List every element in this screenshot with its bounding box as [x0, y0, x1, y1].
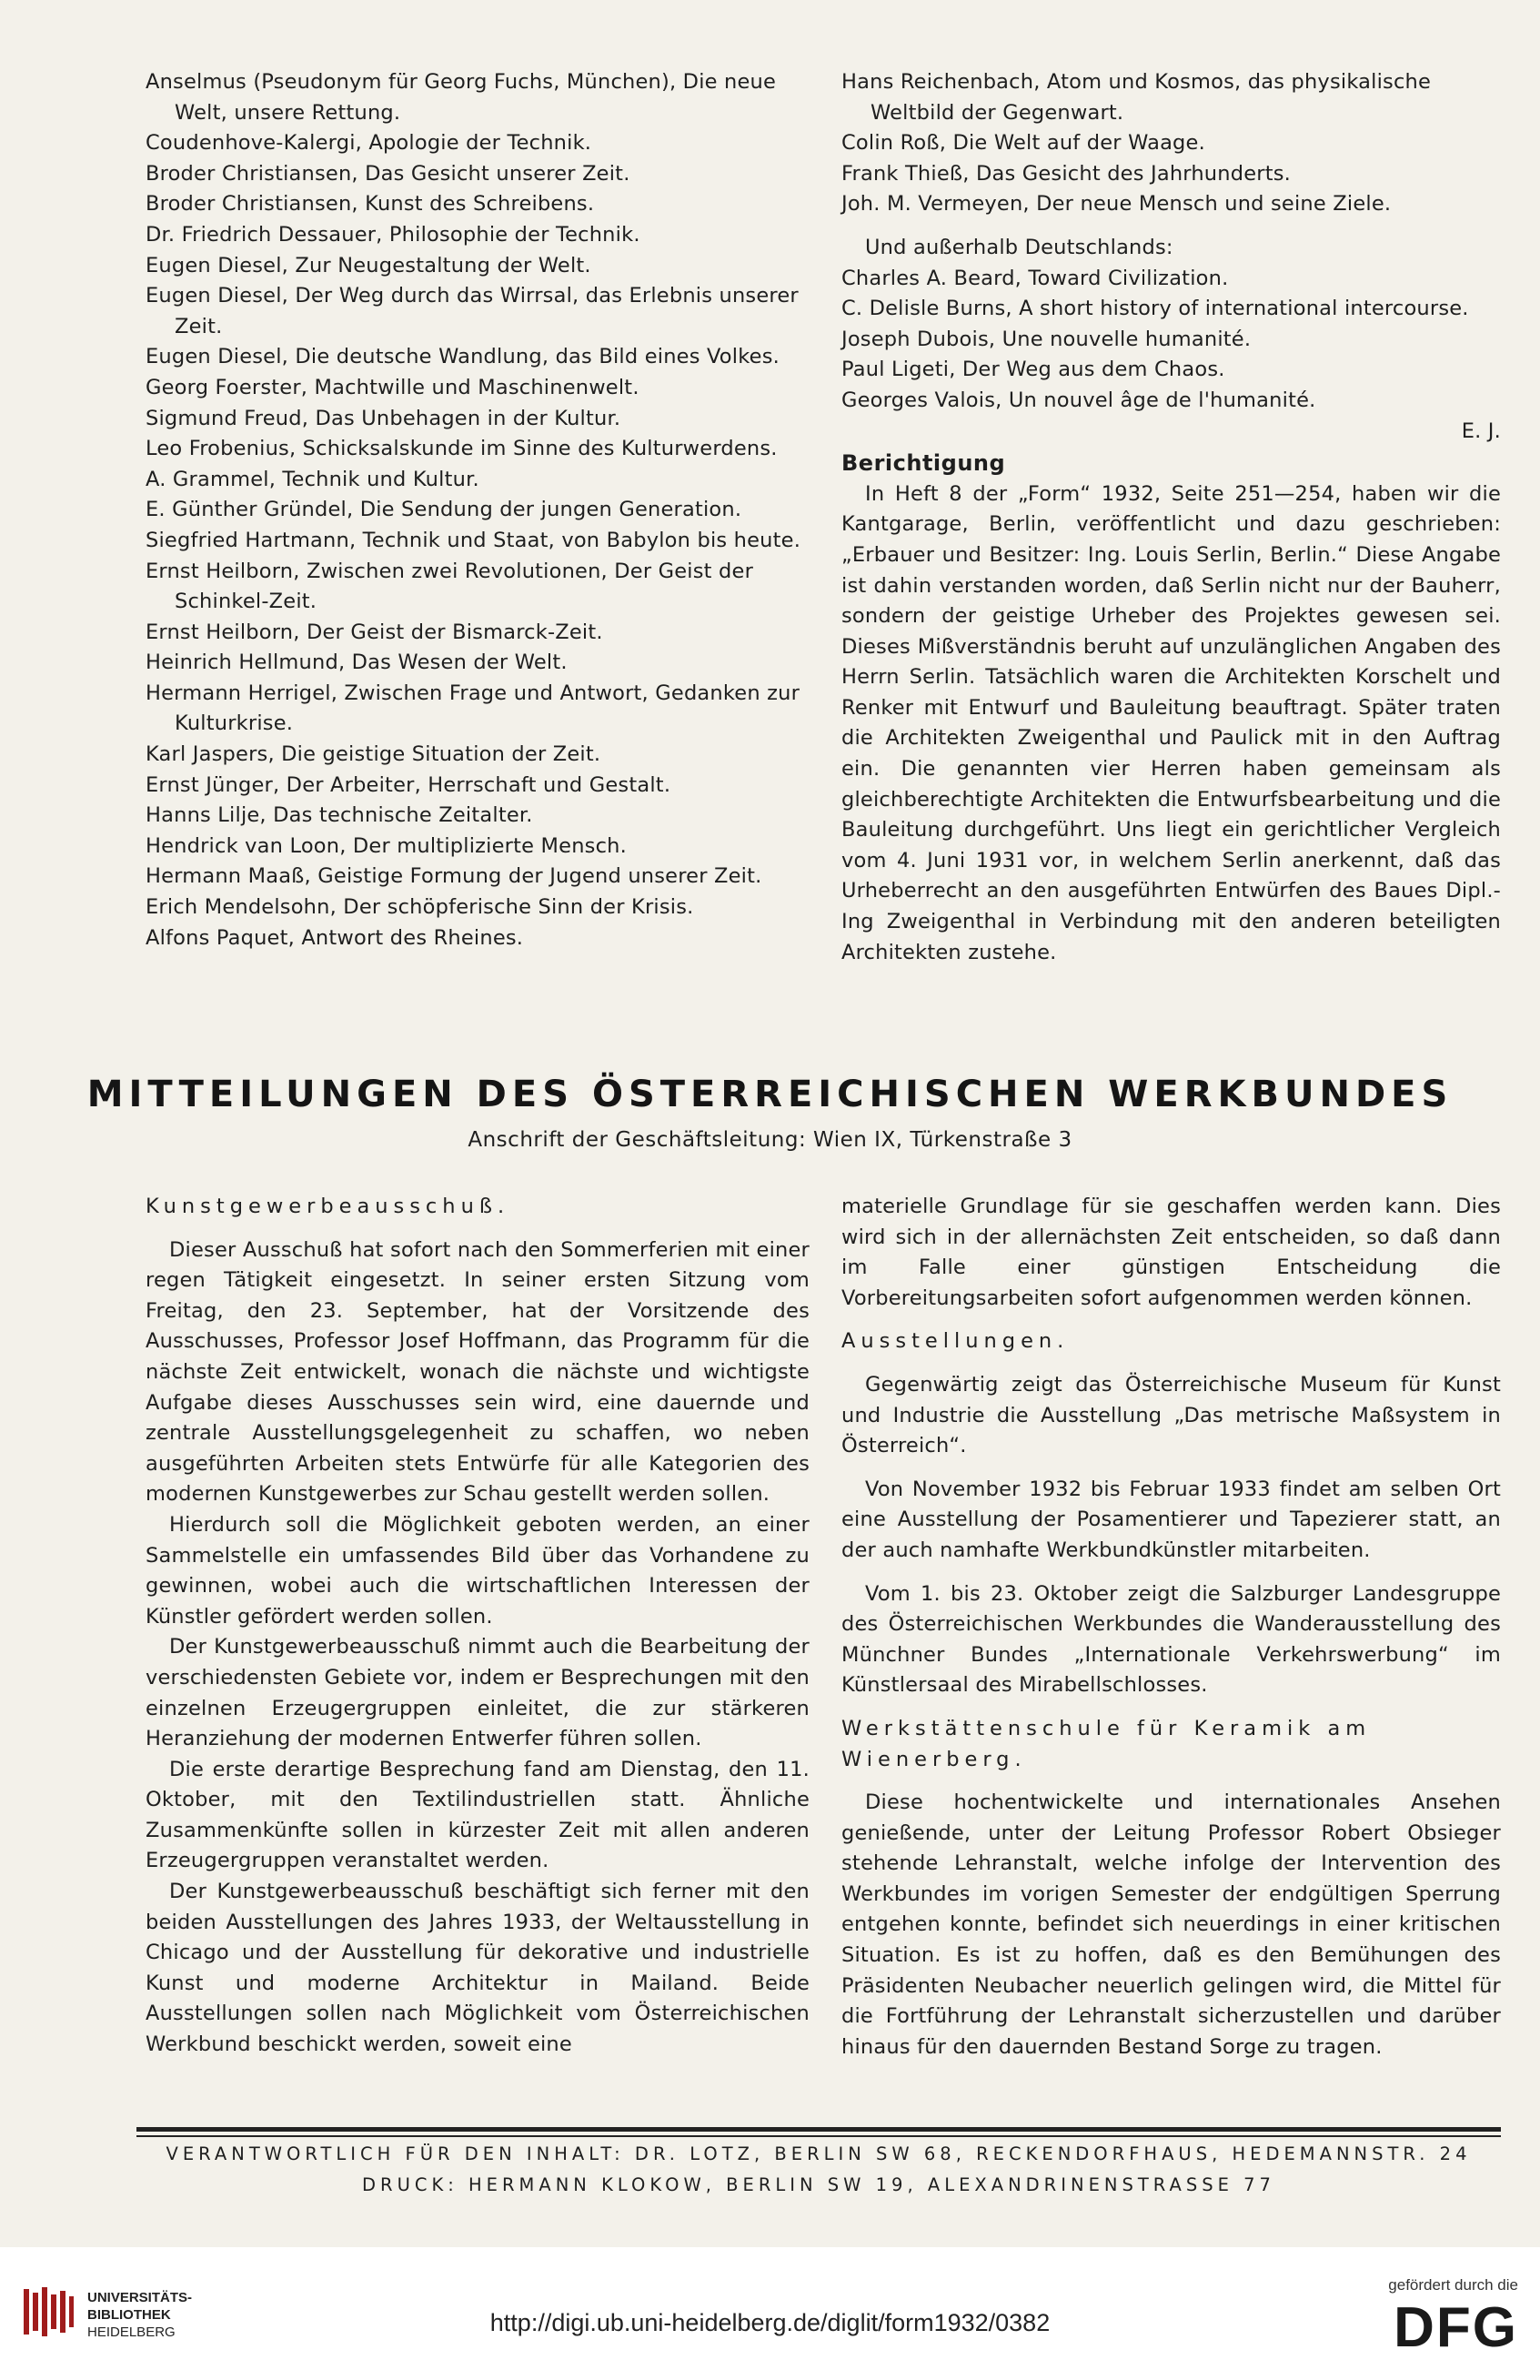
bib-entry: Sigmund Freud, Das Unbehagen in der Kultur.: [146, 406, 621, 430]
bib-entry: Georg Foerster, Machtwille und Maschinenwelt.: [146, 375, 639, 399]
paragraph: Die erste derartige Besprechung fand am Dienstag, den 11. Oktober, mit den Textilindustriellen statt. Ähnliche Zusammenkünfte sollen in kürzester Zeit mit allen anderen Erzeugergruppen veranstaltet werden.: [146, 1757, 810, 1873]
paragraph: Von November 1932 bis Februar 1933 findet am selben Ort eine Ausstellung der Posamentierer und Tapezierer statt, an der auch namhafte Werkbundkünstler mitarbeiten.: [841, 1477, 1501, 1562]
footer-printer: DRUCK: HERMANN KLOKOW, BERLIN SW 19, ALEXANDRINENSTRASSE 77: [362, 2174, 1275, 2195]
bib-entry: Hermann Maaß, Geistige Formung der Jugend unserer Zeit.: [146, 864, 762, 889]
footer-rule: [136, 2127, 1501, 2132]
paragraph: Diese hochentwickelte und internationales Ansehen genießende, unter der Leitung Professor Robert Obsieger stehende Lehranstalt, welche infolge der Intervention des Werkbundes im vorigen Semester der endgültigen Sperrung entgehen konnte, befindet sich neuerdings in einer kritischen Situation. Es ist zu hoffen, daß es den Bemühungen des Präsidenten Neubacher neuerlich gelingen wird, die Mittel für die Fortführung der Lehranstalt sicherzustellen und darüber hinaus für den dauernden Bestand Sorge zu tragen.: [841, 1790, 1501, 2059]
paragraph: Vom 1. bis 23. Oktober zeigt die Salzburger Landesgruppe des Österreichischen Werkbundes die Wanderausstellung des Münchner Bundes „Internationale Verkehrswerbung“ im Künstlersaal des Mirabellschlosses.: [841, 1581, 1501, 1698]
bib-entry: Hendrick van Loon, Der multiplizierte Mensch.: [146, 833, 627, 858]
bib-entry: Hanns Lilje, Das technische Zeitalter.: [146, 803, 533, 828]
right-column-bottom: [841, 1192, 1501, 2062]
bib-entry: Leo Frobenius, Schicksalskunde im Sinne des Kulturwerdens.: [146, 437, 778, 461]
bib-entry: Alfons Paquet, Antwort des Rheines.: [146, 925, 524, 950]
section-title: MITTEILUNGEN DES ÖSTERREICHISCHEN WERKBUNDES: [86, 1074, 1454, 1115]
subsection-heading: Werkstättenschule für Keramik am Wienerberg.: [841, 1716, 1372, 1771]
footer-rule: [136, 2135, 1501, 2137]
paragraph: Der Kunstgewerbeausschuß nimmt auch die Bearbeitung der verschiedensten Gebiete vor, indem er Besprechungen mit den einzelnen Erzeugergruppen einleitet, die zur stärkeren Heranziehung der modernen Entwerfer führen sollen.: [146, 1635, 810, 1751]
bib-entry: Joseph Dubois, Une nouvelle humanité.: [841, 327, 1252, 351]
bib-entry: Paul Ligeti, Der Weg aus dem Chaos.: [841, 358, 1225, 382]
paragraph: Gegenwärtig zeigt das Österreichische Museum für Kunst und Industrie die Ausstellung „Das metrische Maßsystem in Österreich“.: [841, 1372, 1501, 1458]
bib-entry: Eugen Diesel, Die deutsche Wandlung, das Bild eines Volkes.: [146, 345, 780, 369]
permalink-url[interactable]: http://digi.ub.uni-heidelberg.de/diglit/form1932/0382: [489, 2309, 1051, 2336]
left-column-bottom: [146, 1192, 810, 2061]
bib-entry: Heinrich Hellmund, Das Wesen der Welt.: [146, 650, 568, 675]
signature: E. J.: [1461, 419, 1501, 443]
bib-entry: Ernst Heilborn, Zwischen zwei Revolutionen, Der Geist der Schinkel-Zeit.: [146, 559, 754, 614]
footer-responsible: VERANTWORTLICH FÜR DEN INHALT: DR. LOTZ, BERLIN SW 68, RECKENDORFHAUS, HEDEMANNSTR. 24: [166, 2143, 1472, 2164]
bib-entry: Coudenhove-Kalergi, Apologie der Technik.: [146, 131, 592, 156]
bib-entry: Eugen Diesel, Zur Neugestaltung der Welt.: [146, 253, 591, 277]
bib-entry: Charles A. Beard, Toward Civilization.: [841, 266, 1229, 290]
bibliography-left: [146, 67, 810, 953]
bib-entry: C. Delisle Burns, A short history of international intercourse.: [841, 297, 1469, 321]
bib-entry: Frank Thieß, Das Gesicht des Jahrhunderts.: [841, 161, 1291, 186]
bib-entry: Broder Christiansen, Das Gesicht unserer Zeit.: [146, 161, 630, 186]
bibliography-right: [841, 67, 1501, 968]
subsection-heading: Kunstgewerbeausschuß.: [146, 1195, 510, 1218]
bib-entry: A. Grammel, Technik und Kultur.: [146, 467, 479, 491]
bib-entry: Georges Valois, Un nouvel âge de l'humanité.: [841, 388, 1316, 412]
dfg-logo: DFG: [1394, 2296, 1518, 2359]
correction-heading: Berichtigung: [841, 450, 1006, 477]
bib-entry: Dr. Friedrich Dessauer, Philosophie der Technik.: [146, 222, 640, 247]
paragraph: Dieser Ausschuß hat sofort nach den Sommerferien mit einer regen Tätigkeit eingesetzt. In seiner ersten Sitzung vom Freitag, den 23. September, hat der Vorsitzende des Ausschusses, Professor Josef Hoffmann, das Programm für die nächste Zeit entwickelt, wonach die nächste und wichtigste Aufgabe dieses Ausschusses sein wird, eine dauernde und zentrale Ausstellungsgelegenheit zu schaffen, wo neben ausgeführten Arbeiten stets Entwürfe für alle Kategorien des modernen Kunstgewerbes zur Schau gestellt werden sollen.: [146, 1237, 810, 1507]
bib-entry: Eugen Diesel, Der Weg durch das Wirrsal, das Erlebnis unserer Zeit.: [146, 284, 799, 338]
bib-entry: Karl Jaspers, Die geistige Situation der Zeit.: [146, 742, 601, 767]
funding-label: gefördert durch die: [1388, 2276, 1518, 2294]
paragraph: Der Kunstgewerbeausschuß beschäftigt sich ferner mit den beiden Ausstellungen des Jahres 1933, der Weltausstellung in Chicago und der Ausstellung für dekorative und industrielle Kunst und moderne Architektur in Mailand. Beide Ausstellungen sollen nach Möglichkeit vom Österreichischen Werkbund beschickt werden, soweit eine: [146, 1880, 810, 2057]
library-name-line: UNIVERSITÄTS-: [87, 2290, 193, 2305]
paragraph: materielle Grundlage für sie geschaffen werden kann. Dies wird sich in der allernächsten Zeit entscheiden, so daß dann im Falle einer günstigen Entscheidung die Vorbereitungsarbeiten sofort aufgenommen werden können.: [841, 1195, 1501, 1310]
bib-entry: Siegfried Hartmann, Technik und Staat, von Babylon bis heute.: [146, 528, 801, 552]
bib-entry: Broder Christiansen, Kunst des Schreibens.: [146, 192, 595, 217]
paragraph: Hierdurch soll die Möglichkeit geboten werden, an einer Sammelstelle ein umfassendes Bild über das Vorhandene zu gewinnen, wobei auch die wirtschaftlichen Interessen der Künstler gefördert werden sollen.: [146, 1512, 810, 1629]
bib-entry: Hermann Herrigel, Zwischen Frage und Antwort, Gedanken zur Kulturkrise.: [146, 681, 800, 736]
subsection-heading: Ausstellungen.: [841, 1329, 1070, 1354]
bib-entry: Erich Mendelsohn, Der schöpferische Sinn der Krisis.: [146, 895, 694, 920]
bib-entry: Hans Reichenbach, Atom und Kosmos, das physikalische Weltbild der Gegenwart.: [841, 70, 1432, 125]
bib-entry: E. Günther Gründel, Die Sendung der jungen Generation.: [146, 498, 742, 522]
bib-entry: Colin Roß, Die Welt auf der Waage.: [841, 131, 1205, 156]
bib-entry: Ernst Heilborn, Der Geist der Bismarck-Zeit.: [146, 620, 603, 644]
library-name-line: HEIDELBERG: [87, 2325, 176, 2340]
bib-entry: Ernst Jünger, Der Arbeiter, Herrschaft und Gestalt.: [146, 772, 671, 797]
correction-text: In Heft 8 der „Form“ 1932, Seite 251—254, haben wir die Kantgarage, Berlin, veröffentlicht und dazu geschrieben: „Erbauer und Besitzer: Ing. Louis Serlin, Berlin.“ Diese Angabe ist dahin verstanden worden, daß Serlin nicht nur der Bauherr, sondern der geistige Urheber des Projektes gewesen sei. Dieses Mißverständnis beruht auf unzulänglichen Angaben des Herrn Serlin. Tatsächlich waren die Architekten Korschelt und Renker mit Entwurf und Bauleitung beauftragt. Später traten die Architekten Zweigenthal und Paulick mit in den Auftrag ein. Die genannten vier Herren haben gemeinsam als gleichberechtigte Architekten die Entwurfsbearbeitung und die Bauleitung durchgeführt. Uns liegt ein gerichtlicher Vergleich vom 4. Juni 1931 vor, in welchem Serlin anerkennt, daß das Urheberrecht an den ausgeführten Entwürfen des Baues Dipl.-Ing Zweigenthal in Verbindung mit den anderen beteiligten Architekten zustehe.: [841, 481, 1501, 964]
abroad-intro: Und außerhalb Deutschlands:: [865, 235, 1173, 259]
bib-entry: Anselmus (Pseudonym für Georg Fuchs, München), Die neue Welt, unsere Rettung.: [146, 70, 777, 125]
library-name-line: BIBLIOTHEK: [87, 2307, 171, 2323]
bib-entry: Joh. M. Vermeyen, Der neue Mensch und seine Ziele.: [841, 192, 1392, 217]
section-subtitle: Anschrift der Geschäftsleitung: Wien IX, Türkenstraße 3: [468, 1128, 1072, 1152]
